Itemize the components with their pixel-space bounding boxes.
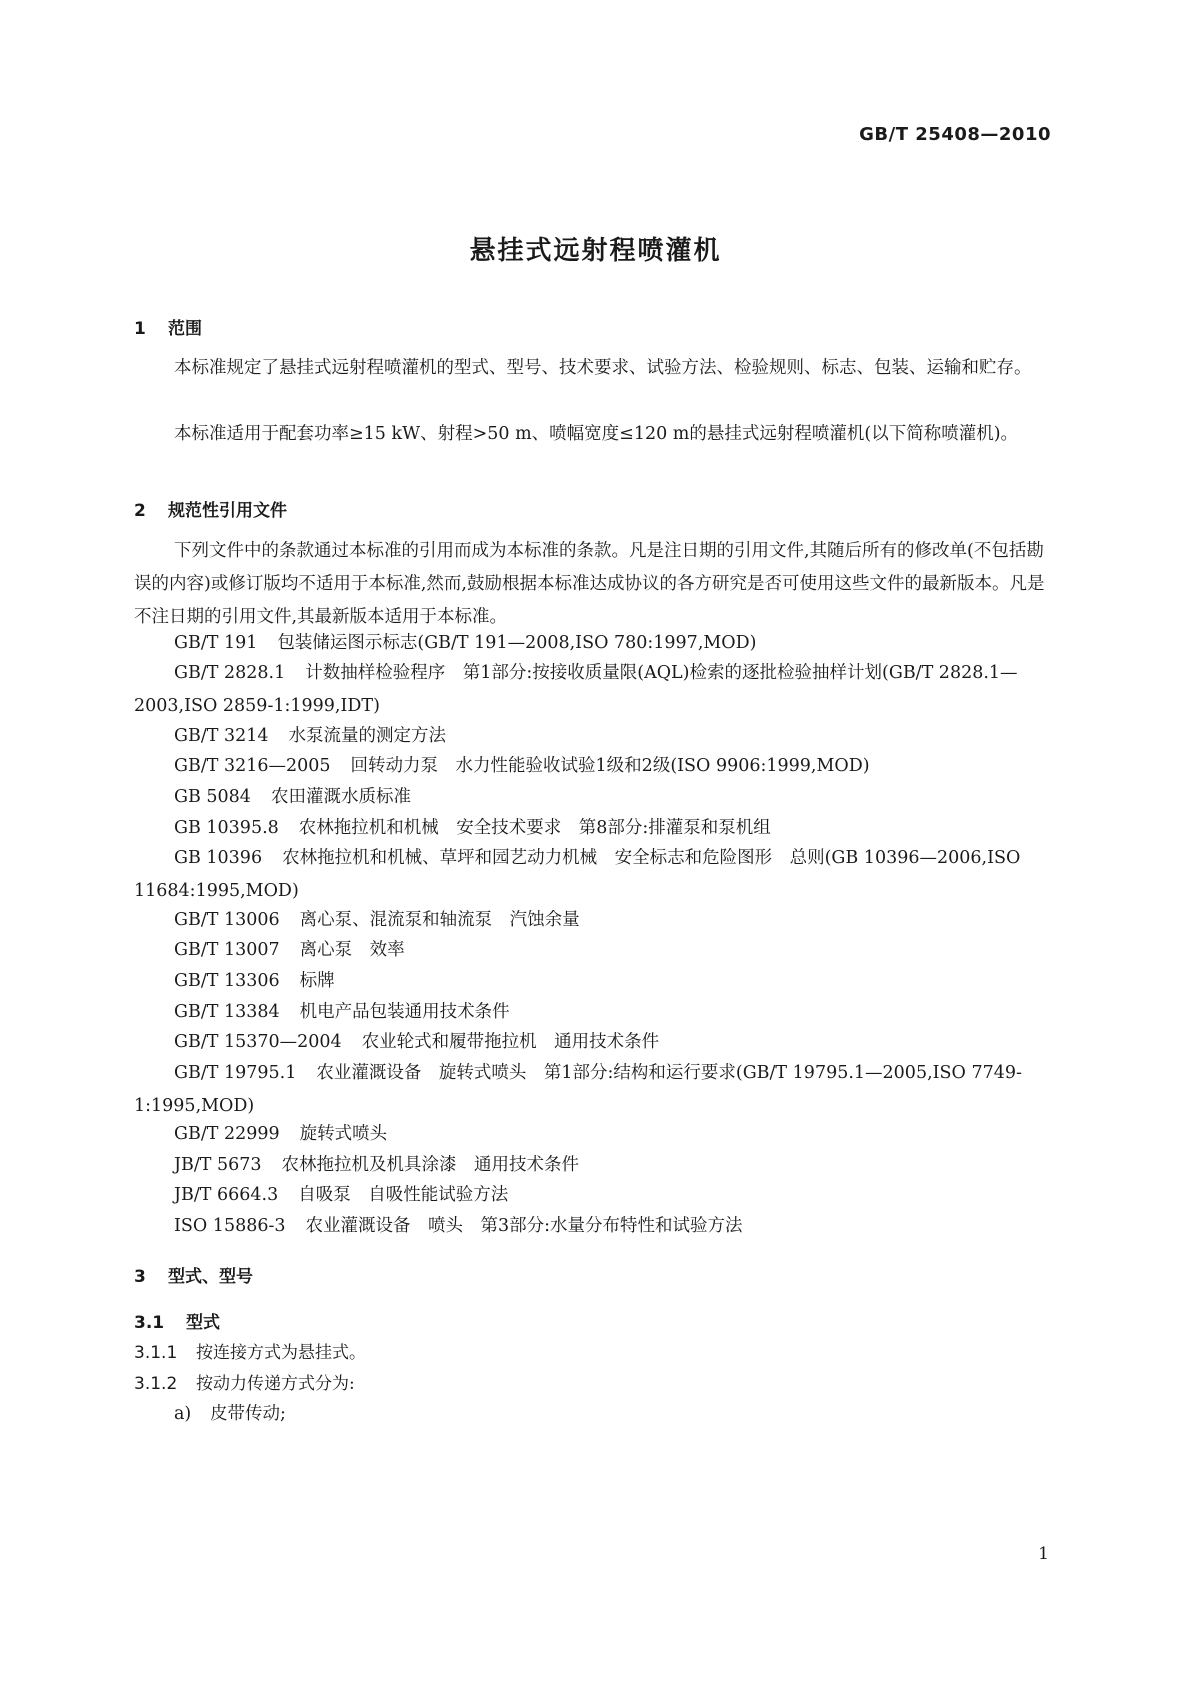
reference-item	[134, 996, 1058, 1029]
reference-title: 离心泵、混流泵和轴流泵 汽蚀余量	[299, 910, 580, 930]
reference-item	[134, 812, 1058, 845]
reference-item	[134, 965, 1058, 998]
list-item-a	[174, 1400, 286, 1425]
subsection-number: 3.1	[134, 1313, 165, 1333]
reference-title: 水泵流量的测定方法	[288, 726, 447, 746]
reference-title: 离心泵 效率	[299, 940, 405, 960]
reference-code: GB/T 19795.1	[174, 1063, 297, 1083]
reference-code: GB/T 13306	[174, 971, 280, 991]
section-number: 3	[134, 1267, 146, 1287]
reference-item	[134, 1149, 1058, 1182]
reference-code: GB/T 13007	[174, 940, 280, 960]
clause-number: 3.1.2	[134, 1374, 178, 1394]
reference-code: GB/T 191	[174, 633, 258, 653]
reference-title: 农业灌溉设备 旋转式喷头 第1部分:结构和运行要求(GB/T 19795.1—2005,ISO 7749-1:1995,MOD)	[134, 1063, 1022, 1116]
subsection-title: 型式	[186, 1313, 220, 1333]
clause-text: 按连接方式为悬挂式。	[196, 1343, 366, 1363]
section-1-paragraph-2	[134, 418, 1058, 451]
reference-code: GB 5084	[174, 787, 251, 807]
reference-code: GB/T 3214	[174, 726, 269, 746]
reference-title: 农业灌溉设备 喷头 第3部分:水量分布特性和试验方法	[305, 1216, 743, 1236]
reference-code: GB/T 22999	[174, 1124, 280, 1144]
reference-code: GB/T 15370—2004	[174, 1032, 342, 1052]
reference-code: GB 10396	[174, 848, 263, 868]
reference-title: 农田灌溉水质标准	[270, 787, 411, 807]
paragraph-text: 本标准规定了悬挂式远射程喷灌机的型式、型号、技术要求、试验方法、检验规则、标志、包装、运输和贮存。	[174, 358, 1032, 378]
section-title: 范围	[168, 319, 202, 339]
paragraph-text: 本标准适用于配套功率≥15 kW、射程>50 m、喷幅宽度≤120 m的悬挂式远射程喷灌机(以下简称喷灌机)。	[174, 424, 1019, 444]
section-3-heading	[134, 1262, 253, 1287]
standard-number: GB/T 25408—2010	[859, 124, 1051, 145]
reference-item	[134, 1179, 1058, 1212]
reference-code: GB/T 3216—2005	[174, 756, 331, 776]
page-number: 1	[1038, 1544, 1049, 1564]
paragraph-text: 下列文件中的条款通过本标准的引用而成为本标准的条款。凡是注日期的引用文件,其随后所有的修改单(不包括勘误的内容)或修订版均不适用于本标准,然而,鼓励根据本标准达成协议的各方研究是否可使用这些文件的最新版本。凡是不注日期的引用文件,其最新版本适用于本标准。	[134, 541, 1045, 627]
reference-title: 自吸泵 自吸性能试验方法	[298, 1185, 509, 1205]
reference-item	[134, 1118, 1058, 1151]
reference-item	[134, 720, 1058, 753]
reference-item	[134, 627, 1058, 660]
reference-title: 计数抽样检验程序 第1部分:按接收质量限(AQL)检索的逐批检验抽样计划(GB/T 2828.1—2003,ISO 2859-1:1999,IDT)	[134, 663, 1018, 716]
list-text: 皮带传动;	[210, 1404, 286, 1424]
section-title: 型式、型号	[168, 1267, 253, 1287]
reference-item	[134, 934, 1058, 967]
reference-item	[134, 1057, 1058, 1123]
reference-title: 机电产品包装通用技术条件	[299, 1002, 510, 1022]
clause-number: 3.1.1	[134, 1343, 178, 1363]
reference-title: 农林拖拉机和机械 安全技术要求 第8部分:排灌泵和泵机组	[298, 818, 771, 838]
clause-3-1-1	[134, 1338, 366, 1363]
section-1-paragraph-1	[134, 352, 1058, 385]
reference-item	[134, 781, 1058, 814]
section-2-heading	[134, 496, 287, 521]
clause-text: 按动力传递方式分为:	[196, 1374, 355, 1394]
reference-code: GB 10395.8	[174, 818, 279, 838]
reference-title: 农业轮式和履带拖拉机 通用技术条件	[361, 1032, 660, 1052]
reference-item	[134, 1026, 1058, 1059]
reference-code: GB/T 2828.1	[174, 663, 286, 683]
section-1-heading	[134, 314, 202, 339]
reference-item	[134, 657, 1058, 723]
reference-code: JB/T 5673	[174, 1155, 262, 1175]
list-label: a)	[174, 1404, 192, 1424]
reference-item	[134, 904, 1058, 937]
clause-3-1-2	[134, 1369, 355, 1394]
reference-code: GB/T 13006	[174, 910, 280, 930]
reference-item	[134, 842, 1058, 908]
reference-item	[134, 1210, 1058, 1243]
reference-code: ISO 15886-3	[174, 1216, 286, 1236]
reference-code: JB/T 6664.3	[174, 1185, 279, 1205]
reference-title: 农林拖拉机和机械、草坪和园艺动力机械 安全标志和危险图形 总则(GB 10396—2006,ISO 11684:1995,MOD)	[134, 848, 1021, 901]
reference-code: GB/T 13384	[174, 1002, 280, 1022]
reference-title: 回转动力泵 水力性能验收试验1级和2级(ISO 9906:1999,MOD)	[350, 756, 870, 776]
reference-title: 包装储运图示标志(GB/T 191—2008,ISO 780:1997,MOD)	[277, 633, 757, 653]
section-2-intro	[134, 535, 1058, 634]
section-number: 2	[134, 501, 146, 521]
section-number: 1	[134, 319, 146, 339]
reference-item	[134, 750, 1058, 783]
reference-title: 标牌	[299, 971, 335, 991]
subsection-3-1-heading	[134, 1308, 220, 1333]
reference-title: 农林拖拉机及机具涂漆 通用技术条件	[281, 1155, 580, 1175]
document-title: 悬挂式远射程喷灌机	[469, 236, 722, 266]
section-title: 规范性引用文件	[168, 501, 287, 521]
reference-title: 旋转式喷头	[299, 1124, 388, 1144]
